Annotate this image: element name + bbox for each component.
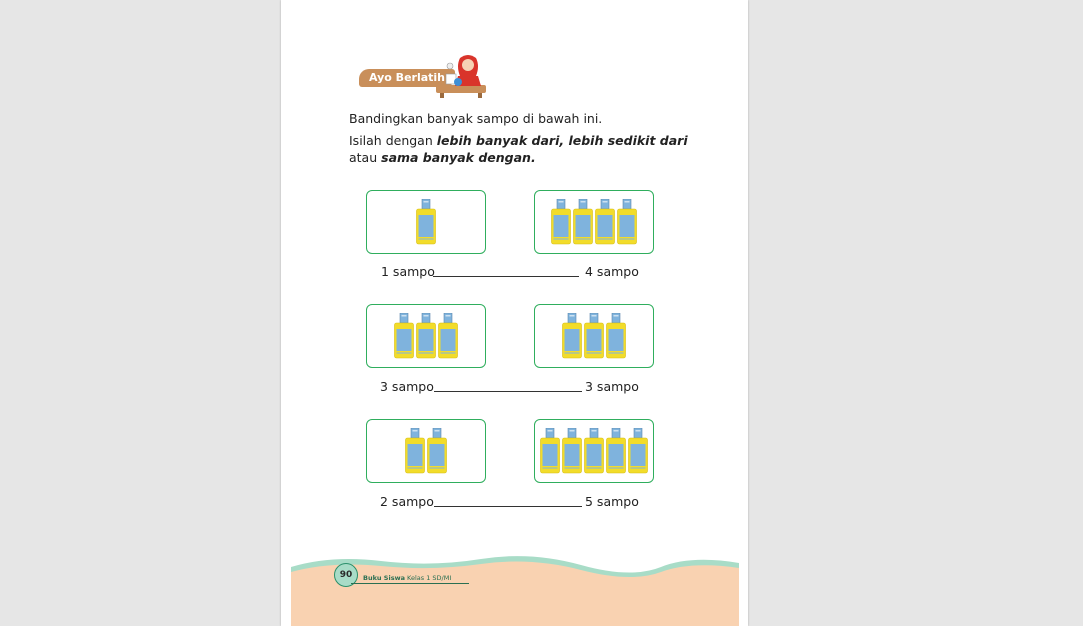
workbook-page xyxy=(281,0,748,626)
shampoo-box-right-2 xyxy=(534,304,654,368)
shampoo-box-right-1 xyxy=(534,190,654,254)
page-number-badge: 90 xyxy=(334,563,358,587)
shampoo-box-right-3 xyxy=(534,419,654,483)
student-mascot-icon xyxy=(436,52,488,98)
exercise-1-right-label: 4 sampo xyxy=(585,264,639,279)
shampoo-bottle-icon xyxy=(540,428,560,474)
shampoo-bottle-icon xyxy=(584,428,604,474)
exercise-1-left-label: 1 sampo xyxy=(381,264,435,279)
exercise-3-right-label: 5 sampo xyxy=(585,494,639,509)
shampoo-bottle-icon xyxy=(606,313,626,359)
shampoo-bottle-icon xyxy=(584,313,604,359)
instruction-line-1: Bandingkan banyak sampo di bawah ini. xyxy=(349,111,603,126)
footer-underline xyxy=(351,583,469,584)
shampoo-bottle-icon xyxy=(595,199,615,245)
shampoo-bottle-icon xyxy=(628,428,648,474)
exercise-3-answer-blank[interactable] xyxy=(434,506,582,507)
shampoo-bottle-icon xyxy=(405,428,425,474)
shampoo-bottle-icon xyxy=(573,199,593,245)
exercise-1-answer-blank[interactable] xyxy=(433,276,579,277)
shampoo-bottle-icon xyxy=(427,428,447,474)
shampoo-bottle-icon xyxy=(617,199,637,245)
shampoo-bottle-icon xyxy=(438,313,458,359)
instruction-line-2: Isilah dengan lebih banyak dari, lebih sedikit dari xyxy=(349,133,688,148)
shampoo-bottle-icon xyxy=(562,428,582,474)
shampoo-bottle-icon xyxy=(606,428,626,474)
shampoo-bottle-icon xyxy=(551,199,571,245)
exercise-3-left-label: 2 sampo xyxy=(380,494,434,509)
exercise-2-right-label: 3 sampo xyxy=(585,379,639,394)
shampoo-box-left-1 xyxy=(366,190,486,254)
exercise-2-answer-blank[interactable] xyxy=(434,391,582,392)
footer-wave-decoration xyxy=(291,555,739,626)
shampoo-bottle-icon xyxy=(416,313,436,359)
shampoo-box-left-2 xyxy=(366,304,486,368)
shampoo-box-left-3 xyxy=(366,419,486,483)
shampoo-bottle-icon xyxy=(416,199,436,245)
exercise-2-left-label: 3 sampo xyxy=(380,379,434,394)
book-title: Buku Siswa Kelas 1 SD/MI xyxy=(363,574,452,582)
instruction-line-3: atau sama banyak dengan. xyxy=(349,150,536,165)
shampoo-bottle-icon xyxy=(394,313,414,359)
ayo-berlatih-badge: Ayo Berlatih xyxy=(359,69,455,87)
shampoo-bottle-icon xyxy=(562,313,582,359)
